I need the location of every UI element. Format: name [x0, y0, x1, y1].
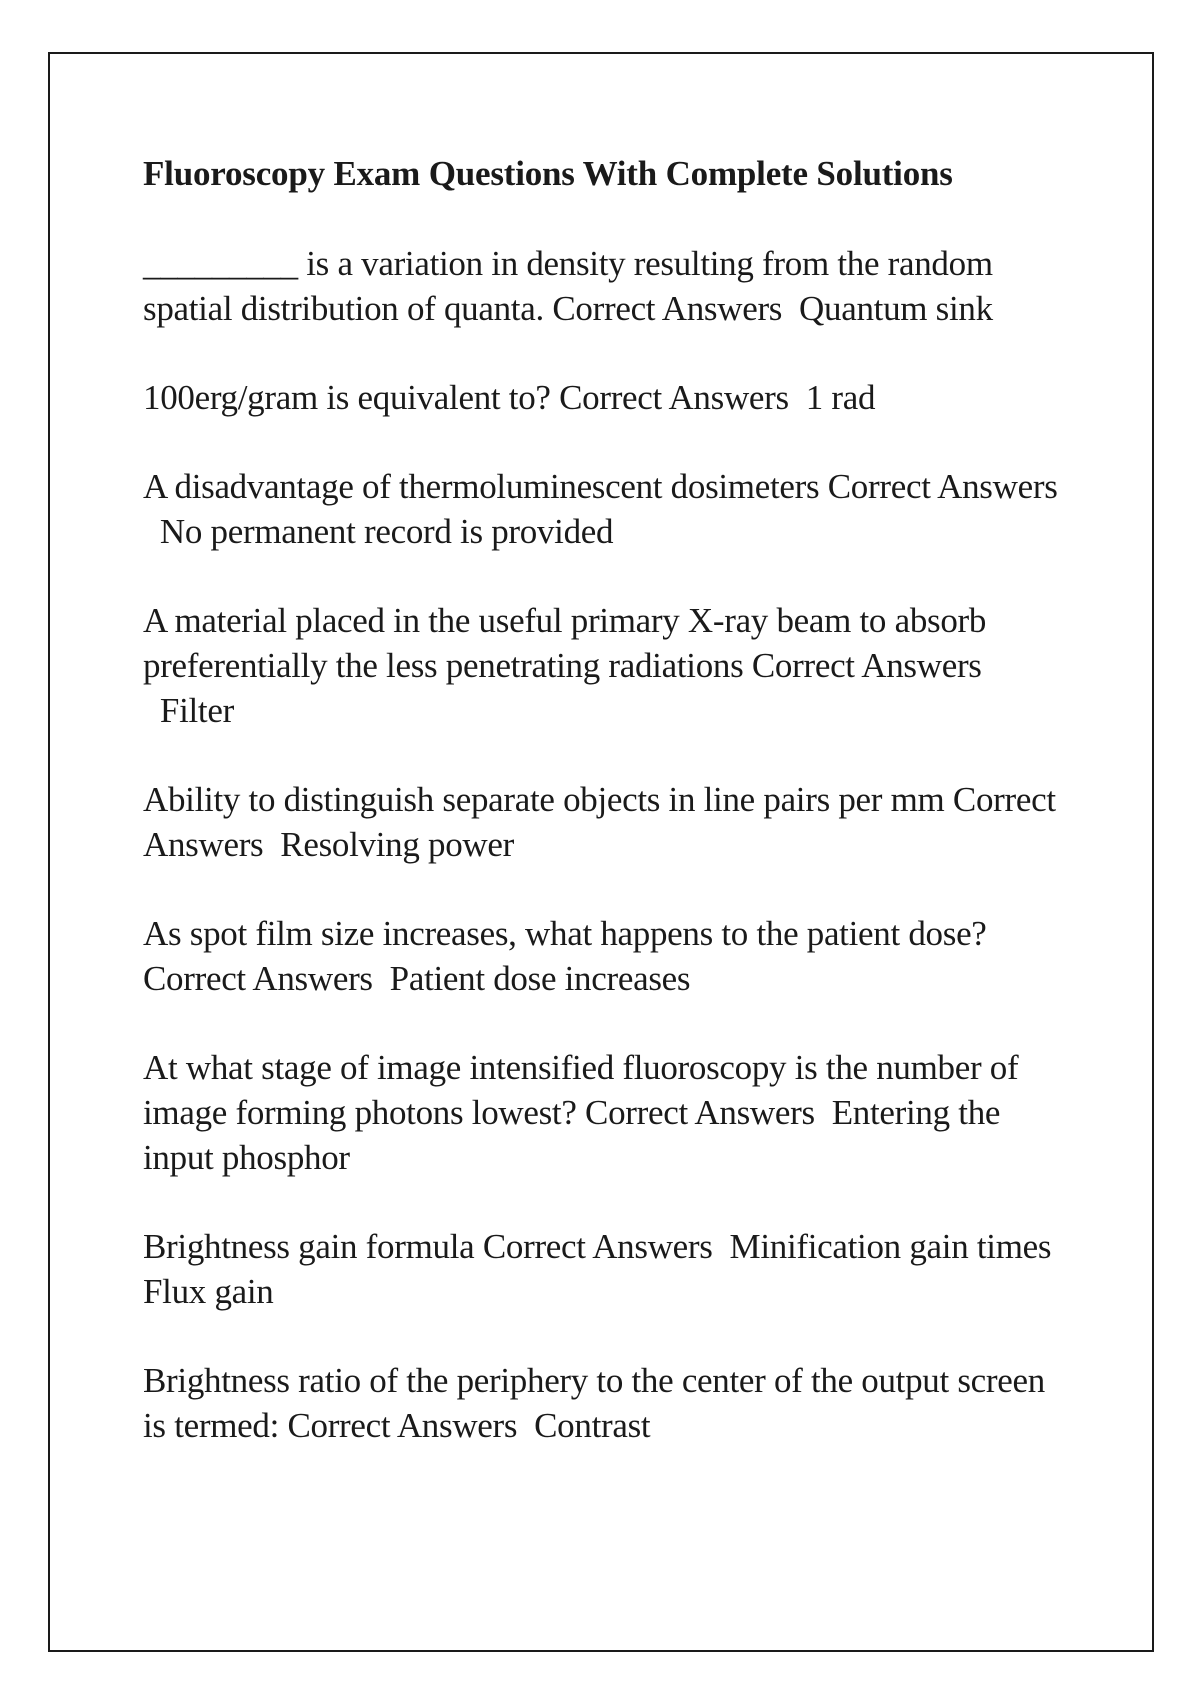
qa-item-4 — [143, 598, 1063, 733]
answer-text: Minification gain times Flux gain — [143, 1227, 1052, 1311]
answer-label: Correct Answers — [552, 289, 783, 328]
qa-item-9 — [143, 1358, 1063, 1448]
question-text: Brightness ratio of the periphery to the center of the output screen is termed: — [143, 1361, 1045, 1445]
answer-text: Contrast — [534, 1406, 651, 1445]
question-text: As spot film size increases, what happens to the patient dose? — [143, 914, 987, 953]
answer-label: Correct Answers — [559, 378, 789, 417]
qa-item-1 — [143, 241, 1063, 331]
question-text: _________ is a variation in density resulting from the random spatial distribution of quanta. — [143, 244, 993, 328]
qa-item-3 — [143, 464, 1063, 554]
answer-text: No permanent record is provided — [159, 512, 614, 551]
qa-item-6 — [143, 911, 1063, 1001]
answer-label: Correct Answers — [482, 1227, 713, 1266]
answer-text: Filter — [159, 691, 234, 730]
question-text: A disadvantage of thermoluminescent dosimeters — [143, 467, 820, 506]
qa-item-7 — [143, 1045, 1063, 1180]
document-body — [143, 152, 1063, 1492]
answer-label: Correct Answers — [143, 780, 1056, 864]
qa-item-2 — [143, 375, 1063, 420]
answer-label: Correct Answers — [827, 467, 1058, 506]
question-text: 100erg/gram is equivalent to? — [143, 378, 551, 417]
answer-text: Patient dose increases — [389, 959, 691, 998]
answer-label: Correct Answers — [143, 959, 373, 998]
answer-label: Correct Answers — [287, 1406, 518, 1445]
qa-item-8 — [143, 1224, 1063, 1314]
qa-item-5 — [143, 777, 1063, 867]
answer-text: Resolving power — [280, 825, 514, 864]
question-text: At what stage of image intensified fluoroscopy is the number of image forming photons lowest? — [143, 1048, 1019, 1132]
document-title: Fluoroscopy Exam Questions With Complete Solutions — [143, 154, 953, 193]
question-text: Brightness gain formula — [143, 1227, 475, 1266]
question-text: A material placed in the useful primary X-ray beam to absorb preferentially the less penetrating radiations — [143, 601, 987, 685]
answer-text: Quantum sink — [799, 289, 993, 328]
answer-text: Entering the input phosphor — [143, 1093, 1001, 1177]
question-text: Ability to distinguish separate objects in line pairs per mm — [143, 780, 945, 819]
answer-label: Correct Answers — [585, 1093, 815, 1132]
answer-label: Correct Answers — [751, 646, 982, 685]
answer-text: 1 rad — [805, 378, 876, 417]
